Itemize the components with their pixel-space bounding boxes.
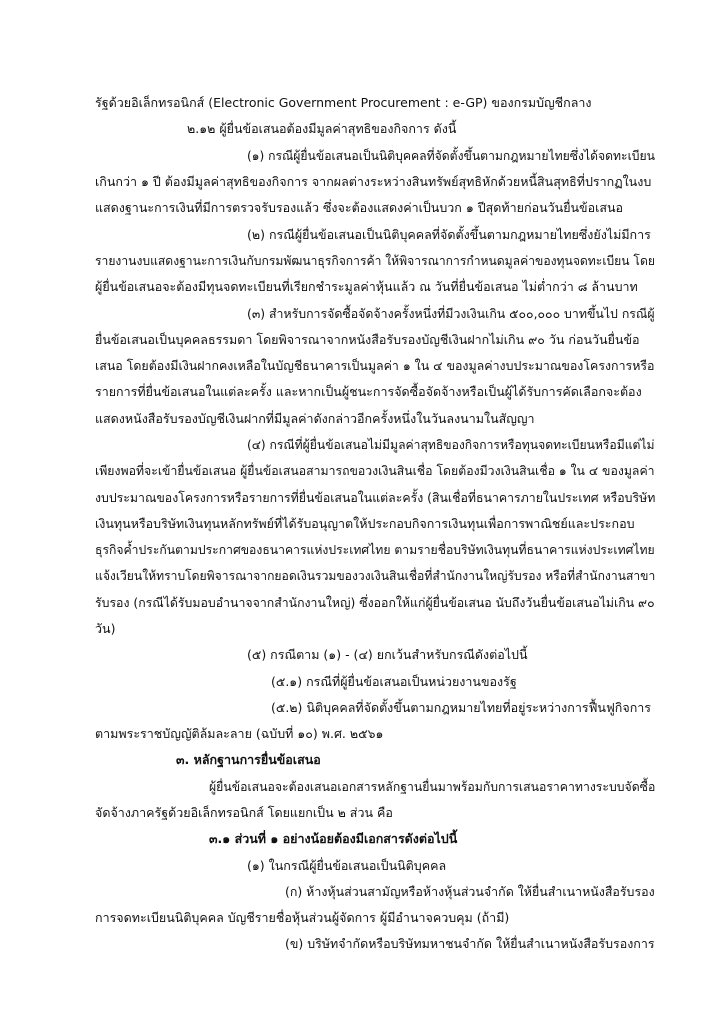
text-line: รายงานงบแสดงฐานะการเงินกับกรมพัฒนาธุรกิจการค้า ให้พิจารณาการกำหนดมูลค่าของทุนจดทะเบียน โดย	[95, 253, 655, 268]
text-line: (ก) ห้างหุ้นส่วนสามัญหรือห้างหุ้นส่วนจำกัด ให้ยื่นสำเนาหนังสือรับรอง	[285, 884, 655, 899]
text-line: งบประมาณของโครงการหรือรายการที่ยื่นข้อเสนอในแต่ละครั้ง (สินเชื่อที่ธนาคารภายในประเทศ หรือบริษัท	[95, 490, 656, 505]
text-line: (๑) ในกรณีผู้ยื่นข้อเสนอเป็นนิติบุคคล	[247, 858, 447, 873]
text-line: (๔) กรณีที่ผู้ยื่นข้อเสนอไม่มีมูลค่าสุทธิของกิจการหรือทุนจดทะเบียนหรือมีแต่ไม่	[247, 437, 655, 452]
text-line: เสนอ โดยต้องมีเงินฝากคงเหลือในบัญชีธนาคารเป็นมูลค่า ๑ ใน ๔ ของมูลค่างบประมาณของโครงการหรือ	[95, 358, 655, 373]
text-line: เงินทุนหรือบริษัทเงินทุนหลักทรัพย์ที่ได้รับอนุญาตให้ประกอบกิจการเงินทุนเพื่อการพาณิชย์และประกอบ	[95, 516, 635, 531]
text-line: เกินกว่า ๑ ปี ต้องมีมูลค่าสุทธิของกิจการ จากผลต่างระหว่างสินทรัพย์สุทธิหักด้วยหนี้สินสุทธิที่ปรากฏในงบ	[95, 174, 652, 189]
text-line: วัน)	[95, 621, 116, 636]
text-line: แจ้งเวียนให้ทราบโดยพิจารณาจากยอดเงินรวมของวงเงินสินเชื่อที่สำนักงานใหญ่รับรอง หรือที่สำนักงานสาขา	[95, 568, 656, 583]
text-line: (ข) บริษัทจำกัดหรือบริษัทมหาชนจำกัด ให้ยื่นสำเนาหนังสือรับรองการ	[285, 936, 655, 951]
section-heading-3-1: ๓.๑ ส่วนที่ ๑ อย่างน้อยต้องมีเอกสารดังต่อไปนี้	[209, 831, 458, 846]
text-line: ผู้ยื่นข้อเสนอจะต้องมีทุนจดทะเบียนที่เรียกชำระมูลค่าหุ้นแล้ว ณ วันที่ยื่นข้อเสนอ ไม่ต่ำกว่า ๘ ล้านบาท	[95, 279, 638, 294]
text-line: การจดทะเบียนนิติบุคคล บัญชีรายชื่อหุ้นส่วนผู้จัดการ ผู้มีอำนาจควบคุม (ถ้ามี)	[95, 910, 510, 925]
section-heading-3: ๓. หลักฐานการยื่นข้อเสนอ	[176, 752, 321, 767]
section-heading-2-12: ๒.๑๒ ผู้ยื่นข้อเสนอต้องมีมูลค่าสุทธิของกิจการ ดังนี้	[187, 121, 457, 136]
text-line: (๑) กรณีผู้ยื่นข้อเสนอเป็นนิติบุคคลที่จัดตั้งขึ้นตามกฎหมายไทยซึ่งได้จดทะเบียน	[247, 148, 655, 163]
text-line: รับรอง (กรณีได้รับมอบอำนาจจากสำนักงานใหญ่) ซึ่งออกให้แก่ผู้ยื่นข้อเสนอ นับถึงวันยื่นข้อเสนอไม่เกิน ๙๐	[95, 595, 655, 610]
text-line: เพียงพอที่จะเข้ายื่นข้อเสนอ ผู้ยื่นข้อเสนอสามารถขอวงเงินสินเชื่อ โดยต้องมีวงเงินสินเชื่อ ๑ ใน ๔ ของมูลค่า	[95, 463, 655, 478]
text-line: (๕) กรณีตาม (๑) - (๔) ยกเว้นสำหรับกรณีดังต่อไปนี้	[247, 647, 528, 662]
text-line: ตามพระราชบัญญัติล้มละลาย (ฉบับที่ ๑๐) พ.ศ. ๒๕๖๑	[95, 726, 384, 741]
text-line: แสดงฐานะการเงินที่มีการตรวจรับรองแล้ว ซึ่งจะต้องแสดงค่าเป็นบวก ๑ ปีสุดท้ายก่อนวันยื่นข้อเสนอ	[95, 200, 624, 215]
text-line: จัดจ้างภาครัฐด้วยอิเล็กทรอนิกส์ โดยแยกเป็น ๒ ส่วน คือ	[95, 805, 393, 820]
text-line: ผู้ยื่นข้อเสนอจะต้องเสนอเอกสารหลักฐานยื่นมาพร้อมกับการเสนอราคาทางระบบจัดซื้อ	[209, 779, 656, 794]
text-line: รายการที่ยื่นข้อเสนอในแต่ละครั้ง และหากเป็นผู้ชนะการจัดซื้อจัดจ้างหรือเป็นผู้ได้รับการคัดเลือกจะต้อง	[95, 384, 642, 399]
text-line: ยื่นข้อเสนอเป็นบุคคลธรรมดา โดยพิจารณาจากหนังสือรับรองบัญชีเงินฝากไม่เกิน ๙๐ วัน ก่อนวันยื่นข้อ	[95, 332, 640, 347]
text-line: ธุรกิจค้ำประกันตามประกาศของธนาคารแห่งประเทศไทย ตามรายชื่อบริษัทเงินทุนที่ธนาคารแห่งประเทศไทย	[95, 542, 655, 557]
text-line: แสดงหนังสือรับรองบัญชีเงินฝากที่มีมูลค่าดังกล่าวอีกครั้งหนึ่งในวันลงนามในสัญญา	[95, 411, 535, 426]
text-line: รัฐด้วยอิเล็กทรอนิกส์ (Electronic Government Procurement : e-GP) ของกรมบัญชีกลาง	[95, 95, 592, 110]
text-line: (๓) สำหรับการจัดซื้อจัดจ้างครั้งหนึ่งที่มีวงเงินเกิน ๕๐๐,๐๐๐ บาทขึ้นไป กรณีผู้	[247, 306, 655, 321]
text-line: (๕.๑) กรณีที่ผู้ยื่นข้อเสนอเป็นหน่วยงานของรัฐ	[271, 674, 517, 689]
text-line: (๕.๒) นิติบุคคลที่จัดตั้งขึ้นตามกฎหมายไทยที่อยู่ระหว่างการฟื้นฟูกิจการ	[271, 700, 652, 715]
text-line: (๒) กรณีผู้ยื่นข้อเสนอเป็นนิติบุคคลที่จัดตั้งขึ้นตามกฎหมายไทยซึ่งยังไม่มีการ	[247, 227, 651, 242]
